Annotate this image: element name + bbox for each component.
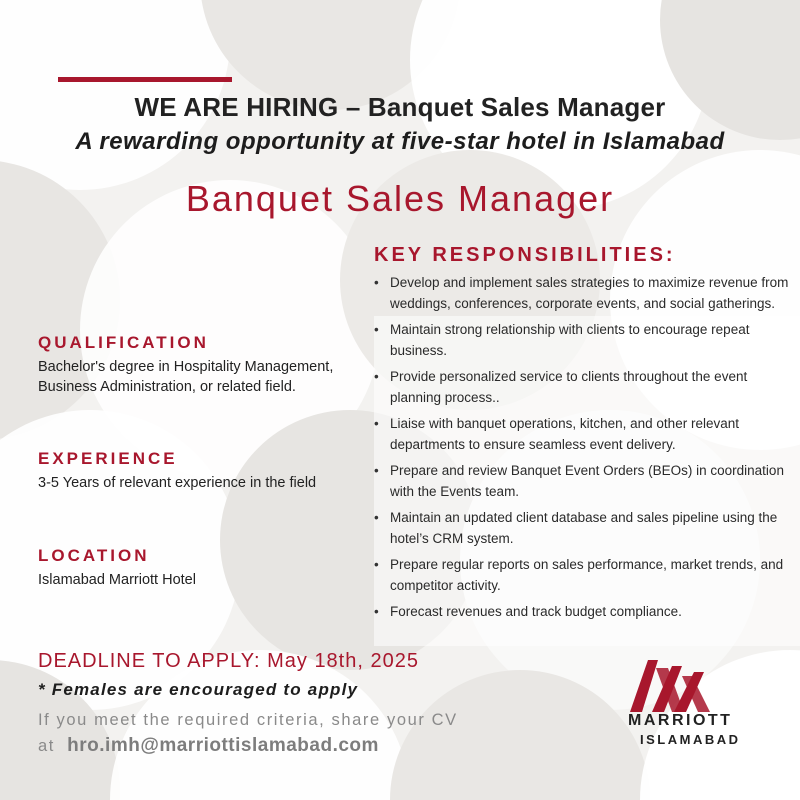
- email-prefix: at: [38, 737, 55, 755]
- responsibility-item: • Maintain strong relationship with clients to encourage repeat business.: [372, 319, 797, 361]
- experience-heading: EXPERIENCE: [38, 449, 178, 468]
- hiring-subheadline: A rewarding opportunity at five-star hotel in Islamabad: [75, 128, 725, 155]
- hiring-headline: WE ARE HIRING – Banquet Sales Manager: [134, 92, 666, 122]
- logo-brand-name: MARRIOTT: [628, 712, 733, 729]
- responsibility-item: • Provide personalized service to clients throughout the event planning process..: [372, 366, 797, 408]
- females-note: * Females are encouraged to apply: [38, 680, 359, 699]
- logo-city-name: ISLAMABAD: [640, 732, 741, 747]
- responsibility-item: • Develop and implement sales strategies to maximize revenue from weddings, conferences, corporate events, and social gatherings.: [372, 272, 797, 314]
- qualification-body: Bachelor's degree in Hospitality Management, Business Administration, or related field.: [38, 359, 334, 395]
- deadline-text: DEADLINE TO APPLY: May 18th, 2025: [38, 650, 419, 672]
- responsibility-item: • Prepare and review Banquet Event Orders (BEOs) in coordination with the Events team.: [372, 460, 797, 502]
- responsibility-item: • Liaise with banquet operations, kitchen, and other relevant departments to ensure seamless event delivery.: [372, 413, 797, 455]
- responsibilities-heading: KEY RESPONSIBILITIES:: [374, 244, 676, 266]
- responsibilities-list: [372, 272, 797, 627]
- email-line: [38, 735, 379, 757]
- responsibility-item: • Forecast revenues and track budget compliance.: [372, 601, 797, 622]
- qualification-heading: QUALIFICATION: [38, 333, 209, 352]
- cv-instruction: If you meet the required criteria, share your CV: [38, 711, 458, 729]
- experience-body: 3-5 Years of relevant experience in the field: [38, 475, 317, 491]
- role-title: Banquet Sales Manager: [185, 178, 615, 219]
- responsibility-item: • Maintain an updated client database and sales pipeline using the hotel’s CRM system.: [372, 507, 797, 549]
- responsibility-item: • Prepare regular reports on sales performance, market trends, and competitor activity.: [372, 554, 797, 596]
- location-heading: LOCATION: [38, 546, 150, 565]
- location-body: Islamabad Marriott Hotel: [38, 572, 196, 588]
- marriott-m-icon: [628, 660, 722, 714]
- email-link[interactable]: hro.imh@marriottislamabad.com: [67, 735, 379, 756]
- accent-bar: [58, 77, 232, 82]
